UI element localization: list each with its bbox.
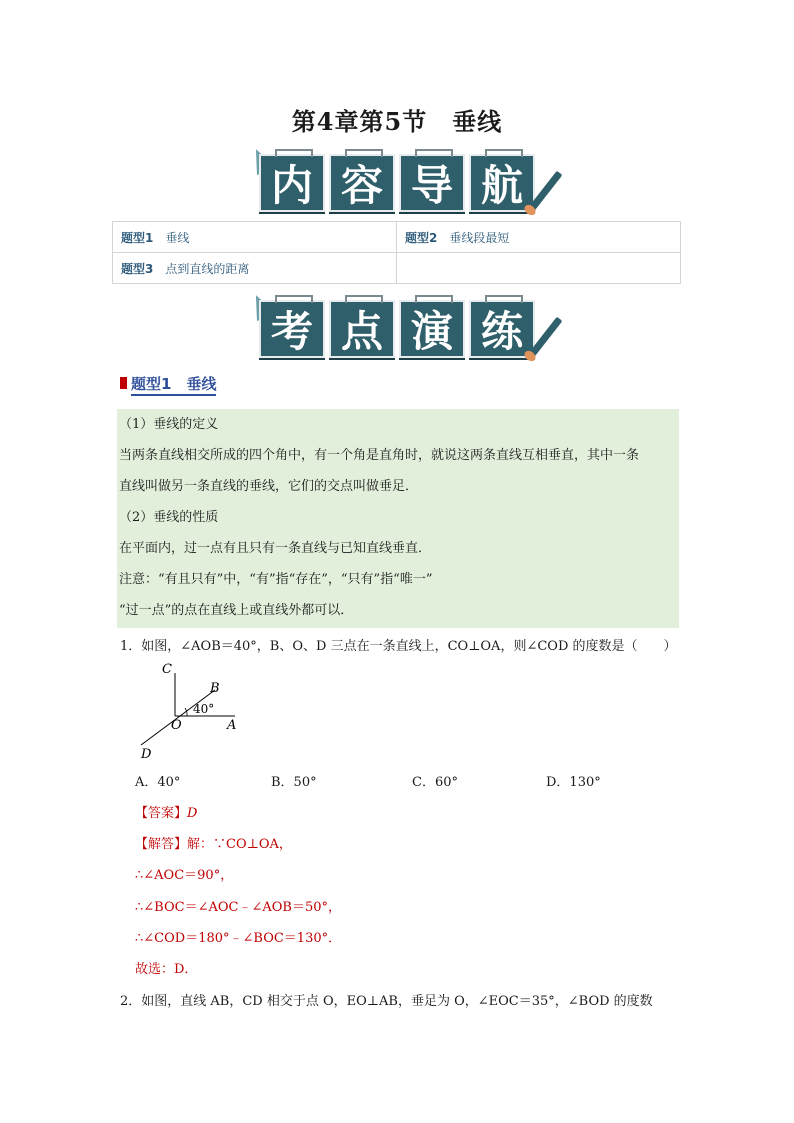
practice-banner	[0, 300, 794, 358]
content-nav-banner	[0, 154, 794, 212]
knowledge-line: 注意：“有且只有”中，“有”指“存在”，“只有”指“唯一”	[119, 572, 433, 587]
question-2: 2．如图，直线 AB，CD 相交于点 O，EO⊥AB，垂足为 O，∠EOC＝35°，∠BOD 的度数	[120, 994, 653, 1009]
knowledge-line: “过一点”的点在直线上或直线外都可以．	[119, 603, 354, 618]
toc-table	[112, 221, 681, 284]
option-c[interactable]: C．60°	[412, 775, 458, 790]
toc-empty	[397, 253, 681, 284]
knowledge-line: （2）垂线的性质	[119, 510, 219, 525]
toc-item[interactable]: 题型1 垂线	[113, 222, 397, 253]
banner-char: 演	[399, 300, 465, 358]
solution-line: ∴∠COD＝180°﹣∠BOC＝130°．	[135, 931, 342, 946]
option-b[interactable]: B．50°	[271, 775, 317, 790]
banner-char: 点	[329, 300, 395, 358]
label-d: D	[141, 747, 152, 762]
label-b: B	[210, 681, 220, 696]
banner-char: 容	[329, 154, 395, 212]
option-a[interactable]: A．40°	[135, 775, 181, 790]
question-1: 1．如图，∠AOB＝40°，B、O、D 三点在一条直线上，CO⊥OA，则∠COD 的度数是（ ）	[120, 639, 677, 654]
section-heading: 题型1 垂线	[120, 373, 216, 394]
solution-line: ∴∠AOC＝90°，	[135, 868, 234, 883]
red-square-icon	[120, 377, 127, 389]
solution-line: 【解答】解：∵CO⊥OA，	[135, 837, 292, 852]
solution-line: 故选：D．	[135, 962, 198, 977]
solution-line: ∴∠BOC＝∠AOC﹣∠AOB＝50°，	[135, 900, 341, 915]
answer-line: 【答案】D	[135, 806, 198, 821]
toc-item[interactable]: 题型2 垂线段最短	[397, 222, 681, 253]
toc-item[interactable]: 题型3 点到直线的距离	[113, 253, 397, 284]
knowledge-line: 当两条直线相交所成的四个角中，有一个角是直角时，就说这两条直线互相垂直，其中一条	[119, 448, 640, 463]
knowledge-line: （1）垂线的定义	[119, 417, 219, 432]
label-c: C	[162, 662, 172, 677]
label-a: A	[227, 718, 237, 733]
banner-char: 内	[259, 154, 325, 212]
banner-char: 导	[399, 154, 465, 212]
option-d[interactable]: D．130°	[546, 775, 601, 790]
banner-char: 练	[469, 300, 535, 358]
knowledge-line: 直线叫做另一条直线的垂线，它们的交点叫做垂足．	[119, 479, 419, 494]
angle-label: 40°	[193, 702, 215, 716]
banner-char: 航	[469, 154, 535, 212]
knowledge-line: 在平面内，过一点有且只有一条直线与已知直线垂直．	[119, 541, 432, 556]
page-title: 第4章第5节 垂线	[291, 107, 503, 136]
knowledge-box	[117, 409, 679, 628]
angle-figure	[135, 657, 245, 762]
label-o: O	[171, 718, 182, 733]
banner-char: 考	[259, 300, 325, 358]
